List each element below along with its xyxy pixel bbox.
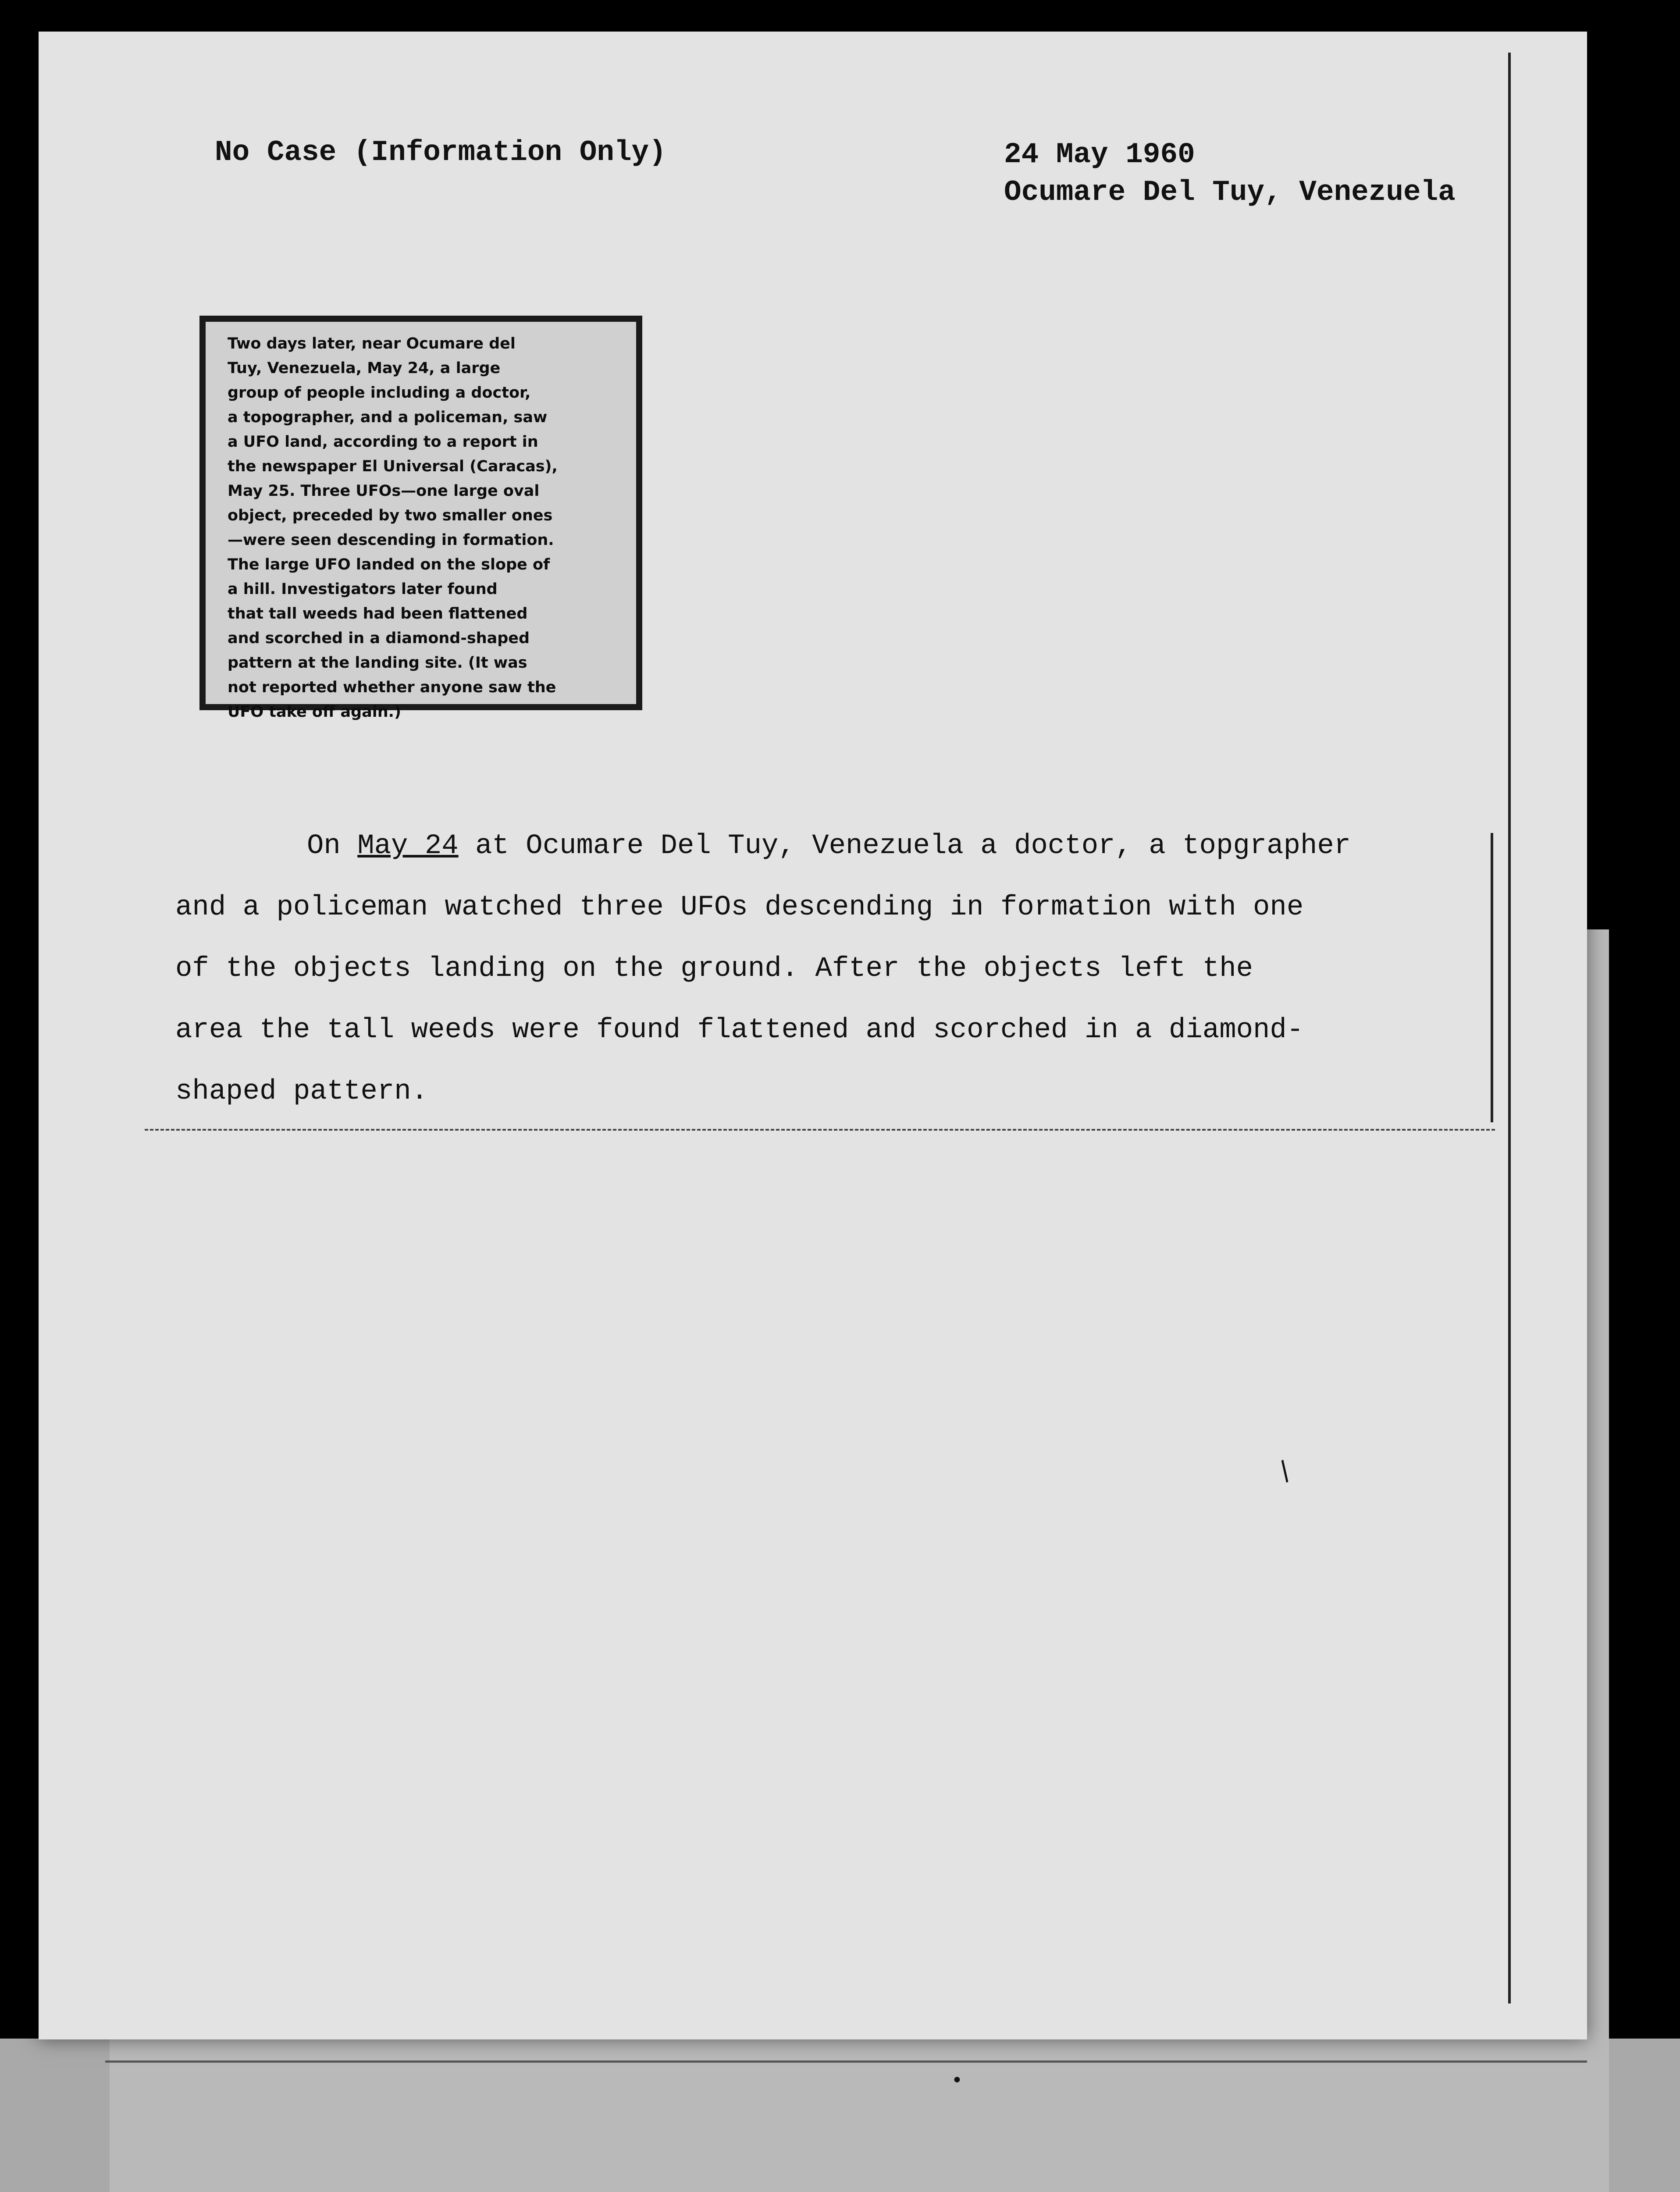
clipping-line: pattern at the landing site. (It was [228,654,527,672]
clipping-text [228,331,622,724]
underlined-date: May 24 [357,830,459,862]
clipping-paper [206,322,636,721]
report-date: 24 May 1960 [1004,138,1195,171]
sheet-bottom-edge [105,2060,1587,2063]
summary-line-3: of the objects landing on the ground. After the objects left the [175,953,1253,985]
clipping-line: Tuy, Venezuela, May 24, a large [228,359,501,377]
clipping-line: a UFO land, according to a report in [228,433,538,451]
summary-line-2: and a policeman watched three UFOs descending in formation with one [175,892,1304,923]
report-location: Ocumare Del Tuy, Venezuela [1004,176,1456,209]
summary-line-4: area the tall weeds were found flattened and scorched in a diamond- [175,1014,1304,1046]
newspaper-clipping [199,316,642,721]
clipping-line: a hill. Investigators later found [228,580,498,598]
pen-mark: / [1273,1455,1296,1487]
ink-speck: • [951,2069,963,2092]
case-status: No Case (Information Only) [215,136,666,169]
clipping-line: the newspaper El Universal (Caracas), [228,458,558,475]
summary-line-1 [175,815,1499,877]
margin-bracket [1491,833,1493,1122]
summary-paragraph [175,815,1499,1122]
clipping-line: group of people including a doctor, [228,384,531,402]
clipping-line: object, preceded by two smaller ones [228,507,553,524]
summary-line-5: shaped pattern. [175,1076,428,1107]
clipping-line: UFO take off again.) [228,703,401,721]
clipping-line: Two days later, near Ocumare del [228,335,516,352]
clipping-line: The large UFO landed on the slope of [228,556,550,573]
dashed-separator [145,1129,1495,1131]
lead-in: On [307,830,358,862]
clipping-line: not reported whether anyone saw the [228,679,556,696]
clipping-line: that tall weeds had been flattened [228,605,528,623]
date-location-block [1004,136,1456,211]
clipping-line: a topographer, and a policeman, saw [228,409,548,426]
clipping-line: and scorched in a diamond-shaped [228,630,530,647]
sheet-edge-line [1508,53,1511,2003]
line1-rest: at Ocumare Del Tuy, Venezuela a doctor, a topgrapher [458,830,1351,862]
clipping-line: —were seen descending in formation. [228,531,554,549]
clipping-line: May 25. Three UFOs—one large oval [228,482,540,500]
